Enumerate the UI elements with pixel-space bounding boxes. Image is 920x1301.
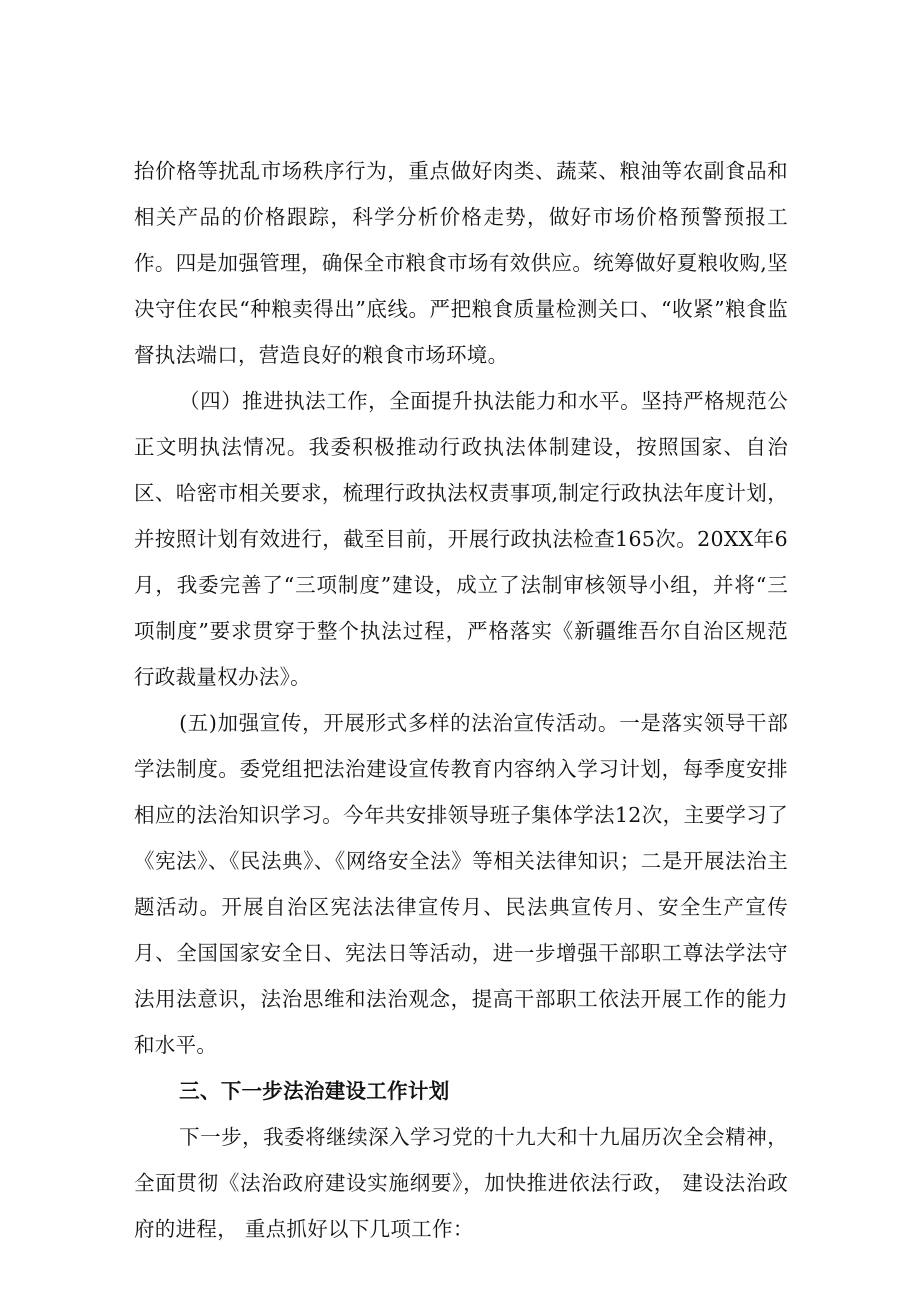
paragraph-law-enforcement: （四）推进执法工作，全面提升执法能力和水平。坚持严格规范公正文明执法情况。我委积极推动行政执法体制建设，按照国家、自治区、哈密市相关要求，梳理行政执法权责事项,制定行政执法年度计划，并按照计划有效进行，截至目前，开展行政执法检查165次。20XX年6月，我委完善了“三项制度”建设，成立了法制审核领导小组，并将“三项制度”要求贯穿于整个执法过程，严格落实《新疆维吾尔自治区规范行政裁量权办法》。 [134, 389, 788, 689]
paragraph-market-order: 抬价格等扰乱市场秩序行为，重点做好肉类、蔬菜、粮油等农副食品和相关产品的价格跟踪，科学分析价格走势，做好市场价格预警预报工作。四是加强管理，确保全市粮食市场有效供应。统筹做好夏粮收购,坚决守住农民“种粮卖得出”底线。严把粮食质量检测关口、“收紧”粮食监督执法端口，营造良好的粮食市场环境。 [134, 159, 788, 367]
document-page [134, 148, 788, 1252]
section-heading: 三、下一步法治建设工作计划 [179, 1079, 450, 1103]
paragraph-next-steps: 下一步，我委将继续深入学习党的十九大和十九届历次全会精神，全面贯彻《法治政府建设实施纲要》，加快推进依法行政， 建设法治政府的进程， 重点抓好以下几项工作： [134, 1125, 788, 1241]
paragraph-publicity: (五)加强宣传，开展形式多样的法治宣传活动。一是落实领导干部学法制度。委党组把法治建设宣传教育内容纳入学习计划，每季度安排相应的法治知识学习。今年共安排领导班子集体学法12次，主要学习了《宪法》、《民法典》、《网络安全法》等相关法律知识；二是开展法治主题活动。开展自治区宪法法律宣传月、民法典宣传月、安全生产宣传月、全国国家安全日、宪法日等活动，进一步增强干部职工尊法学法守法用法意识，法治思维和法治观念，提高干部职工依法开展工作的能力和水平。 [134, 711, 788, 1057]
